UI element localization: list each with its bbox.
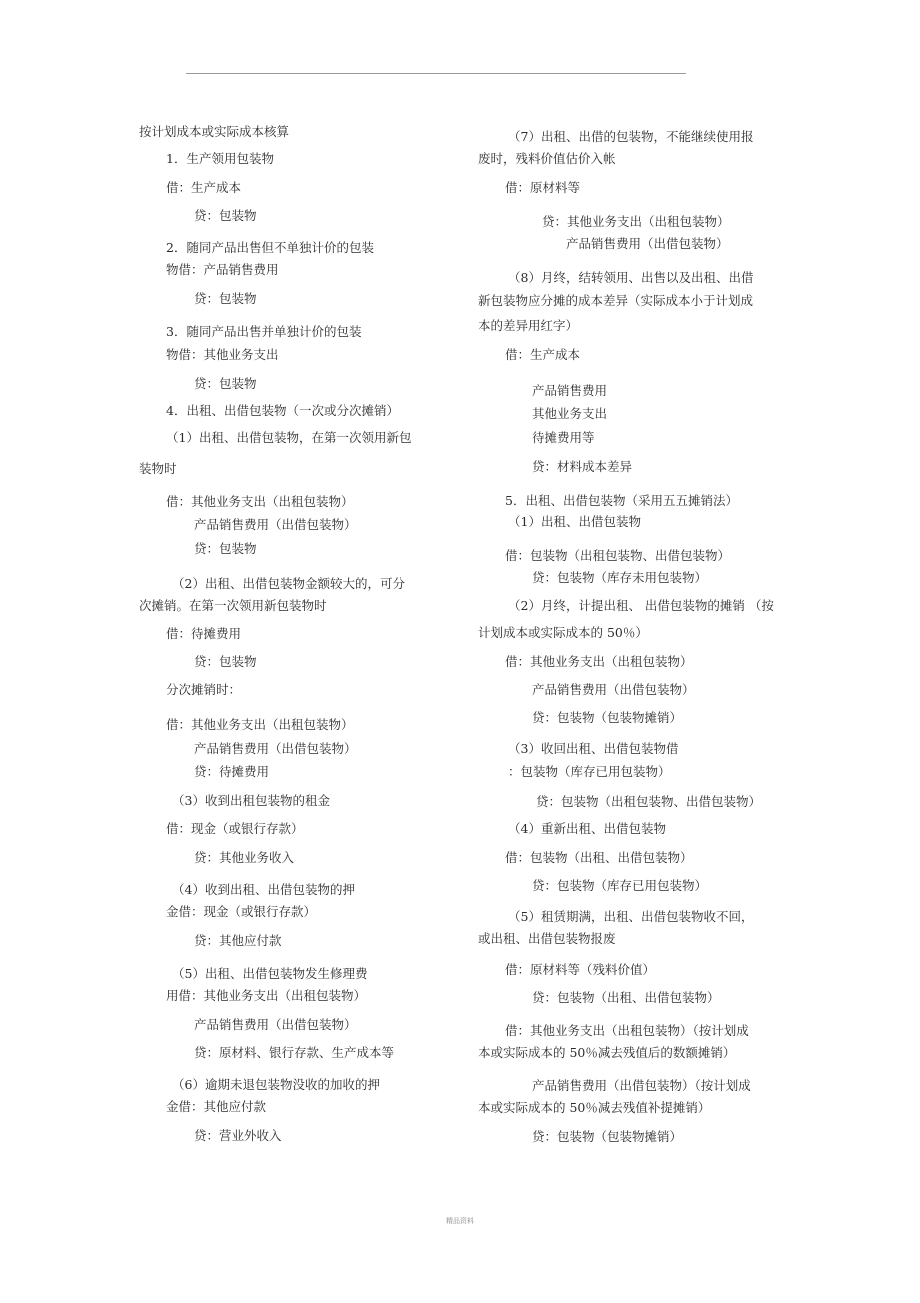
left-text-line: 借：生产成本 bbox=[166, 180, 242, 195]
left-text-line: 产品销售费用（出借包装物） bbox=[194, 741, 357, 756]
right-text-line: 贷：包装物（库存已用包装物） bbox=[532, 878, 708, 893]
left-text-line: 借：现金（或银行存款） bbox=[166, 821, 304, 836]
left-text-line: （5）出租、出借包装物发生修理费 bbox=[172, 966, 368, 981]
right-text-line: 借：包装物（出租、出借包装物） bbox=[505, 850, 693, 865]
left-text-line: 贷：其他业务收入 bbox=[194, 850, 295, 865]
left-text-line: 借：其他业务支出（出租包装物） bbox=[166, 494, 354, 509]
left-text-line: 贷：包装物 bbox=[194, 376, 257, 391]
right-text-line: 贷：包装物（出租、出借包装物） bbox=[532, 990, 720, 1005]
right-text-line: 本或实际成本的 50％减去残值后的数额摊销） bbox=[478, 1045, 736, 1060]
right-text-line: 产品销售费用（出借包装物） bbox=[532, 682, 695, 697]
left-text-line: 借：待摊费用 bbox=[166, 626, 242, 641]
left-text-line: 贷：待摊费用 bbox=[194, 764, 270, 779]
right-text-line: 新包装物应分摊的成本差异（实际成本小于计划成 bbox=[478, 293, 754, 308]
right-text-line: 借：其他业务支出（出租包装物） bbox=[505, 654, 693, 669]
right-text-line: ：包装物（库存已用包装物） bbox=[508, 764, 671, 779]
right-text-line: 贷：其他业务支出（出租包装物） bbox=[542, 214, 730, 229]
left-text-line: 产品销售费用（出借包装物） bbox=[194, 517, 357, 532]
right-text-line: 待摊费用等 bbox=[532, 430, 595, 445]
right-text-line: （5）租赁期满，出租、出借包装物收不回， bbox=[508, 909, 754, 924]
right-text-line: 废时，残料价值估价入帐 bbox=[478, 151, 616, 166]
left-text-line: 借：其他业务支出（出租包装物） bbox=[166, 717, 354, 732]
right-text-line: 贷：包装物（库存未用包装物） bbox=[532, 570, 708, 585]
left-text-line: 装物时 bbox=[139, 461, 177, 476]
right-text-line: 贷：包装物（出租包装物、出借包装物） bbox=[536, 794, 762, 809]
left-text-line: 贷：原材料、银行存款、生产成本等 bbox=[194, 1045, 395, 1060]
right-text-line: 产品销售费用（出借包装物）（按计划成 bbox=[532, 1078, 751, 1093]
left-text-line: （2）出租、出借包装物金额较大的，可分 bbox=[172, 576, 405, 591]
right-text-line: 5．出租、出借包装物（采用五五摊销法） bbox=[505, 493, 738, 508]
left-text-line: 贷：包装物 bbox=[194, 208, 257, 223]
right-text-line: 贷：包装物（包装物摊销） bbox=[532, 710, 683, 725]
right-text-line: （8）月终，结转领用、出售以及出租、出借 bbox=[508, 270, 754, 285]
right-text-line: （1）出租、出借包装物 bbox=[508, 514, 641, 529]
right-text-line: 产品销售费用（出借包装物） bbox=[566, 236, 729, 251]
left-text-line: （3）收到出租包装物的租金 bbox=[172, 793, 330, 808]
left-text-line: 物借：其他业务支出 bbox=[166, 347, 279, 362]
left-text-line: 用借：其他业务支出（出租包装物） bbox=[166, 988, 367, 1003]
right-text-line: （2）月终，计提出租、 出借包装物的摊销 （按 bbox=[508, 598, 774, 613]
right-text-line: （3）收回出租、出借包装物借 bbox=[508, 741, 679, 756]
right-text-line: 借：原材料等 bbox=[505, 180, 581, 195]
left-text-line: 3．随同产品出售并单独计价的包装 bbox=[166, 324, 362, 339]
right-text-line: 借：包装物（出租包装物、出借包装物） bbox=[505, 548, 731, 563]
right-text-line: 其他业务支出 bbox=[532, 406, 608, 421]
left-text-line: 贷：其他应付款 bbox=[194, 933, 282, 948]
right-text-line: 借：生产成本 bbox=[505, 347, 581, 362]
left-text-line: （1）出租、出借包装物，在第一次领用新包 bbox=[166, 430, 412, 445]
right-text-line: 本或实际成本的 50％减去残值补提摊销） bbox=[478, 1100, 711, 1115]
left-text-line: 贷：包装物 bbox=[194, 291, 257, 306]
left-text-line: （6）逾期未退包装物没收的加收的押 bbox=[172, 1077, 380, 1092]
left-text-line: （4）收到出租、出借包装物的押 bbox=[172, 882, 355, 897]
right-text-line: 借：其他业务支出（出租包装物）（按计划成 bbox=[505, 1023, 749, 1038]
right-text-line: （7）出租、出借的包装物，不能继续使用报 bbox=[508, 129, 754, 144]
right-text-line: （4）重新出租、出借包装物 bbox=[508, 821, 666, 836]
right-text-line: 本的差异用红字） bbox=[478, 318, 579, 333]
left-text-line: 贷：包装物 bbox=[194, 541, 257, 556]
left-text-line: 按计划成本或实际成本核算 bbox=[139, 124, 290, 139]
left-text-line: 产品销售费用（出借包装物） bbox=[194, 1017, 357, 1032]
left-text-line: 4．出租、出借包装物（一次或分次摊销） bbox=[166, 403, 399, 418]
right-text-line: 计划成本或实际成本的 50％） bbox=[478, 625, 648, 640]
right-text-line: 或出租、出借包装物报废 bbox=[478, 931, 616, 946]
right-text-line: 产品销售费用 bbox=[532, 383, 608, 398]
right-text-line: 贷：包装物（包装物摊销） bbox=[532, 1129, 683, 1144]
left-text-line: 次摊销。在第一次领用新包装物时 bbox=[139, 598, 327, 613]
right-text-line: 借：原材料等（残料价值） bbox=[505, 962, 656, 977]
left-text-line: 金借：现金（或银行存款） bbox=[166, 904, 317, 919]
left-text-line: 2．随同产品出售但不单独计价的包装 bbox=[166, 240, 374, 255]
left-text-line: 贷：营业外收入 bbox=[194, 1128, 282, 1143]
left-text-line: 金借：其他应付款 bbox=[166, 1099, 267, 1114]
left-text-line: 贷：包装物 bbox=[194, 654, 257, 669]
left-text-line: 物借：产品销售费用 bbox=[166, 262, 279, 277]
left-text-line: 分次摊销时： bbox=[166, 682, 242, 697]
right-text-line: 贷：材料成本差异 bbox=[532, 459, 633, 474]
header-rule bbox=[186, 73, 686, 74]
left-text-line: 1．生产领用包装物 bbox=[166, 151, 274, 166]
footer-label: 精品资料 bbox=[446, 1217, 474, 1225]
